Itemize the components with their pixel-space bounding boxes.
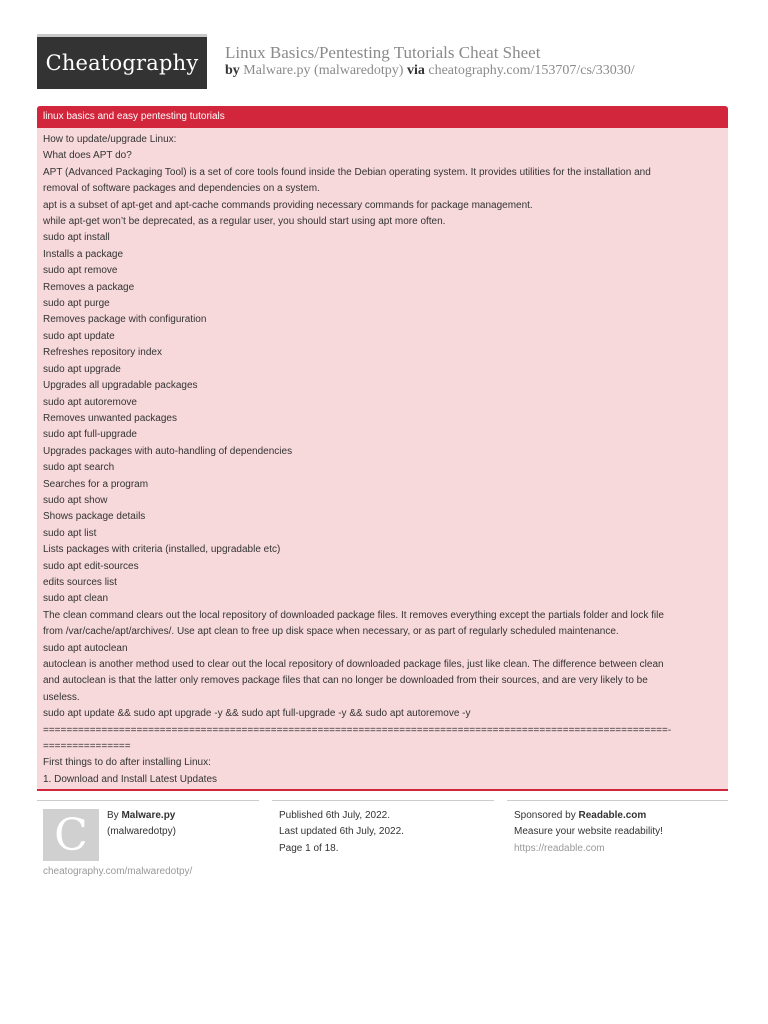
section-line: sudo apt update && sudo apt upgrade -y && sudo apt full-upgrade -y && sudo apt autoremove -y	[43, 708, 471, 720]
section-line: Removes package with configuration	[43, 314, 207, 326]
section-body	[37, 128, 728, 788]
via-word: via	[406, 63, 425, 78]
section-line: ===============	[43, 741, 131, 753]
cheat-sheet-section	[37, 106, 728, 791]
section-line: sudo apt search	[43, 462, 115, 474]
author-profile-link[interactable]: cheatography.com/malwaredotpy/	[43, 866, 193, 877]
section-line: sudo apt full-upgrade	[43, 429, 137, 441]
footer-sponsor-block	[507, 800, 728, 854]
logo-text: Cheatography	[45, 51, 199, 75]
sponsor-prefix: Sponsored by	[514, 810, 576, 821]
section-line: APT (Advanced Packaging Tool) is a set of core tools found inside the Debian operating system. It provides utilities for the installation and	[43, 166, 651, 178]
section-line: ===========================================================================================================-	[43, 724, 672, 736]
section-line: from /var/cache/apt/archives/. Use apt clean to free up disk space when necessary, or as part of regularly scheduled maintenance.	[43, 626, 619, 638]
section-title: linux basics and easy pentesting tutorials	[37, 106, 728, 128]
section-line: while apt-get won’t be deprecated, as a regular user, you should start using apt more often.	[43, 216, 446, 228]
section-line: Lists packages with criteria (installed, upgradable etc)	[43, 544, 281, 556]
cheatography-logo[interactable]	[37, 34, 207, 89]
section-line: First things to do after installing Linux:	[43, 757, 211, 769]
avatar-letter: C	[54, 809, 88, 861]
section-line: Refreshes repository index	[43, 347, 162, 359]
section-line: sudo apt autoclean	[43, 642, 128, 654]
updated-date: Last updated 6th July, 2022.	[279, 826, 404, 837]
by-word: by	[225, 63, 240, 78]
page-title: Linux Basics/Pentesting Tutorials Cheat Sheet	[225, 43, 541, 62]
section-line: The clean command clears out the local repository of downloaded package files. It removes everything except the partials folder and lock file	[43, 609, 664, 621]
section-line: apt is a subset of apt-get and apt-cache commands providing necessary commands for package management.	[43, 199, 533, 211]
section-line: useless.	[43, 691, 80, 703]
section-line: edits sources list	[43, 576, 117, 588]
section-line: 1. Download and Install Latest Updates	[43, 773, 217, 785]
section-line: Searches for a program	[43, 478, 149, 490]
footer-author-block	[37, 800, 259, 871]
section-line: sudo apt list	[43, 527, 97, 539]
section-line: sudo apt show	[43, 494, 108, 506]
by-prefix: By	[107, 810, 119, 821]
author-link[interactable]: Malware.py (malwaredotpy)	[243, 63, 404, 78]
section-line: autoclean is another method used to clear out the local repository of downloaded package files, just like clean. The difference between clean	[43, 659, 664, 670]
footer-publish-block	[272, 800, 494, 854]
section-line: sudo apt upgrade	[43, 363, 121, 375]
section-line: Removes unwanted packages	[43, 412, 177, 424]
footer-author-name[interactable]: Malware.py	[121, 810, 176, 821]
section-line: sudo apt purge	[43, 298, 110, 310]
section-line: How to update/upgrade Linux:	[43, 134, 177, 145]
section-line: sudo apt clean	[43, 593, 109, 605]
section-line: Upgrades all upgradable packages	[43, 380, 198, 392]
section-line: Removes a package	[43, 281, 135, 293]
section-line: sudo apt install	[43, 232, 110, 244]
sponsor-line	[514, 810, 646, 821]
section-line: Installs a package	[43, 248, 124, 260]
sponsor-url-link[interactable]: https://readable.com	[514, 843, 605, 854]
section-line: Shows package details	[43, 511, 146, 523]
section-line: sudo apt remove	[43, 265, 118, 277]
section-line: and autoclean is that the latter only removes package files that can no longer be downloaded from their sources, and are very likely to be	[43, 675, 648, 687]
section-line: Upgrades packages with auto-handling of dependencies	[43, 445, 293, 457]
section-line: sudo apt update	[43, 330, 115, 342]
published-date: Published 6th July, 2022.	[279, 810, 391, 821]
sheet-byline	[225, 63, 635, 79]
footer-author-handle: (malwaredotpy)	[107, 826, 176, 837]
section-line: What does APT do?	[43, 150, 132, 162]
section-line: removal of software packages and dependencies on a system.	[43, 183, 320, 195]
section-line: sudo apt autoremove	[43, 396, 137, 408]
sponsor-tagline: Measure your website readability!	[514, 826, 663, 837]
sheet-url-link[interactable]: cheatography.com/153707/cs/33030/	[428, 63, 635, 78]
footer-author-line	[107, 810, 175, 821]
section-line: sudo apt edit-sources	[43, 560, 139, 572]
avatar	[43, 809, 99, 861]
sponsor-name[interactable]: Readable.com	[578, 810, 647, 821]
page-count: Page 1 of 18.	[279, 843, 339, 854]
